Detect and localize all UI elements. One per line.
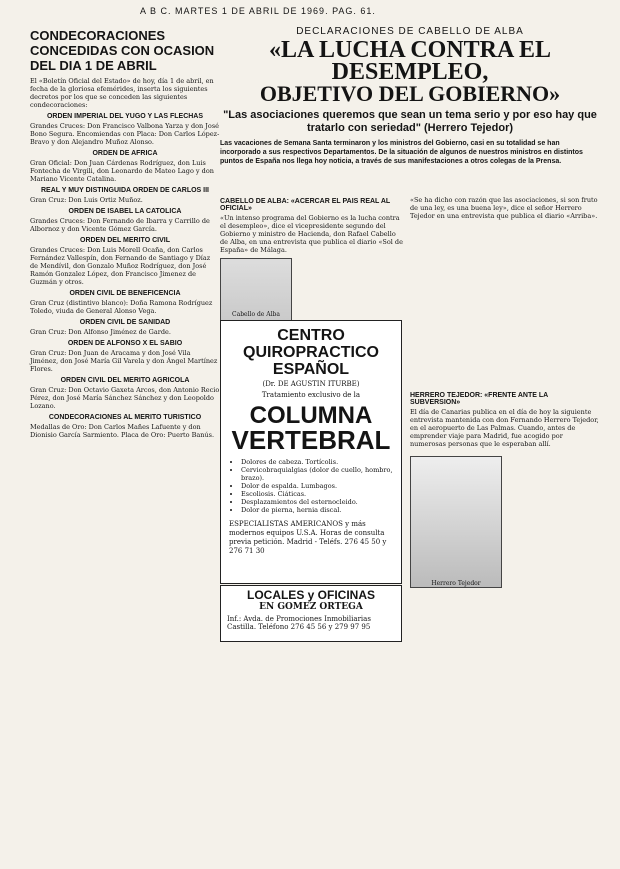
section-heading: ORDEN CIVIL DE BENEFICENCIA <box>69 290 181 297</box>
section-heading: ORDEN CIVIL DE SANIDAD <box>79 319 171 326</box>
section-text: Gran Cruz (distintivo blanco): Doña Ramona Rodríguez Toledo, viuda de General Alonso Vega. <box>30 299 213 315</box>
section-text: Grandes Cruces: Don Francisco Valbona Yarza y don José Bono Segura. Encomiendas con Placa: Don Carlos López-Bravo y don Alejandro Muñoz Alonso. <box>30 122 220 146</box>
section-text: Gran Cruz: Don Juan de Aracama y don José Vila Jiménez, don José María Gil Varela y don Ángel Martínez Flores. <box>30 349 218 373</box>
caption-cabello: Cabello de Alba <box>232 310 280 318</box>
ad-col2: VERTEBRAL <box>231 425 391 455</box>
section-heading: ORDEN CIVIL DEL MERITO AGRICOLA <box>60 377 190 384</box>
section-text: Gran Cruz: Don Alfonso Jiménez de Garde. <box>30 328 171 336</box>
section-heading: ORDEN DE ALFONSO X EL SABIO <box>67 340 183 347</box>
ad-line-3: ESPAÑOL <box>272 361 350 378</box>
ad-item: • Cervicobraquialgias (dolor de cuello, hombro, brazo). <box>241 466 393 482</box>
ad-list <box>229 458 393 514</box>
subhead: "Las asociaciones queremos que sean un tema serio y por eso hay que tratarlo con seriedad" (Herrero Tejedor) <box>223 109 597 134</box>
article-cabello-text: «Un intenso programa del Gobierno es la lucha contra el desempleo», dice el vicepresidente segundo del Gobierno y ministro de Hacienda, don Rafael Cabello de Alba, en una entrevista que publica el diario «Sol de España» de Málaga. <box>220 214 403 254</box>
overline: DECLARACIONES DE CABELLO DE ALBA <box>296 26 524 37</box>
left-column <box>30 28 220 442</box>
ad-treatment: Tratamiento exclusivo de la <box>261 391 361 399</box>
ad-doctor: (Dr. DE AGUSTIN ITURBE) <box>262 380 360 388</box>
section-text: Medallas de Oro: Don Carlos Mañes Lafuente y don Dionisio García Sarmiento. Placa de Oro: Puerto Banús. <box>30 423 215 439</box>
section-text: Grandes Cruces: Don Luis Morell Ocaña, don Carlos Fernández Vallespín, don Fernando de Santiago y Díaz de Mendívil, don Gonzalo Muñoz Rodríguez, don José Ramón Gonzalez López, don Francisco Jimenez de Guzmán y otros. <box>30 246 211 286</box>
article-herrero <box>410 388 600 588</box>
left-title: CONDECORACIONES CONCEDIDAS CON OCASION DEL DIA 1 DE ABRIL <box>30 28 215 73</box>
locales-sub: EN GOMEZ ORTEGA <box>259 602 363 612</box>
page-header: A B C. MARTES 1 DE ABRIL DE 1969. PAG. 61. <box>140 6 376 16</box>
headline-line-1: «LA LUCHA CONTRA EL DESEMPLEO, <box>268 37 552 85</box>
locales-title: LOCALES y OFICINAS <box>246 588 375 602</box>
advert-chiropractic <box>220 320 402 584</box>
ad-line-1: CENTRO <box>277 327 345 344</box>
headline-line-2: OBJETIVO DEL GOBIERNO» <box>259 81 561 106</box>
article2-text: «Se ha dicho con razón que las asociaciones, si son fruto de una ley, es una buena ley», dice el señor Herrero Tejedor en una entrevista que publica el diario «Arriba». <box>410 196 598 220</box>
ad-column <box>221 402 401 455</box>
ad-item: • Escoliosis. Ciáticas. <box>241 490 393 498</box>
ad-line-2: QUIROPRACTICO <box>243 344 379 361</box>
caption-herrero: Herrero Tejedor <box>431 580 481 587</box>
left-sections <box>30 113 220 439</box>
herrero-body: El día de Canarias publica en el día de hoy la siguiente entrevista mantenida con don Fernando Herrero Tejedor, en el aeropuerto de Las Palmas. Cuando, antes de emprender viaje para Madrid, fue acogido por numerosas personas que le esperaban allí. <box>410 408 599 448</box>
article-cabello-title: CABELLO DE ALBA: «ACERCAR EL PAIS REAL AL OFICIAL» <box>220 198 391 212</box>
portrait-herrero <box>410 456 502 588</box>
herrero-title: HERRERO TEJEDOR: «FRENTE ANTE LA SUBVERSION» <box>410 392 548 406</box>
section-heading: ORDEN DE AFRICA <box>92 150 158 157</box>
ad-bottom: ESPECIALISTAS AMERICANOS y más modernos equipos U.S.A. Horas de consulta previa petición. Madrid - Teléfs. 276 45 50 y 276 71 30 <box>229 520 387 555</box>
section-heading: ORDEN DEL MERITO CIVIL <box>80 237 170 244</box>
section-text: Gran Cruz: Don Octavio Gaxeta Arcos, don Antonio Recio Pérez, don José María Sánchez Sánchez y don Leopoldo Lozano. <box>30 386 220 410</box>
ad-item: • Dolor de pierna, hernia discal. <box>241 506 393 514</box>
section-heading: REAL Y MUY DISTINGUIDA ORDEN DE CARLOS III <box>40 187 210 194</box>
ad-item: • Dolores de cabeza. Tortícolis. <box>241 458 393 466</box>
ad-item: • Desplazamientos del esternocleido. <box>241 498 393 506</box>
ad-col1: COLUMNA <box>249 402 373 429</box>
ad-item: • Dolor de espalda. Lumbagos. <box>241 482 393 490</box>
section-text: Gran Oficial: Don Juan Cárdenas Rodríguez, don Luis Fontecha de Virgili, don Leonardo de Mateo Lago y don Mariano Vicente Catalina. <box>30 159 214 183</box>
section-heading: ORDEN DE ISABEL LA CATOLICA <box>68 208 182 215</box>
left-intro: El «Boletín Oficial del Estado» de hoy, día 1 de abril, en fecha de la gloriosa efemérides, inserta los siguientes decretos por los que se conceden las siguientes condecoraciones: <box>30 77 214 109</box>
right-top <box>220 26 600 172</box>
advert-locales <box>220 585 402 642</box>
locales-text: Inf.: Avda. de Promociones Inmobiliarias Castilla. Teléfono 276 45 56 y 279 97 95 <box>227 615 371 631</box>
lead-paragraph: Las vacaciones de Semana Santa terminaron y los ministros del Gobierno, casi en su totalidad se han incorporado a sus respectivos Departamentos. De la situación de algunos de nuestros ministros en distintos puntos de España nos llega hoy noticia, a través de sus manifestaciones a otros colegas de la Prensa. <box>220 140 583 165</box>
headline <box>220 39 600 105</box>
section-text: Grandes Cruces: Don Fernando de Ibarra y Carrillo de Albornoz y don Vicente Gómez García. <box>30 217 210 233</box>
section-text: Gran Cruz: Don Luis Ortiz Muñoz. <box>30 196 143 204</box>
article-right-col <box>410 196 600 224</box>
section-heading: ORDEN IMPERIAL DEL YUGO Y LAS FLECHAS <box>46 113 204 120</box>
section-heading: CONDECORACIONES AL MERITO TURISTICO <box>48 414 202 421</box>
